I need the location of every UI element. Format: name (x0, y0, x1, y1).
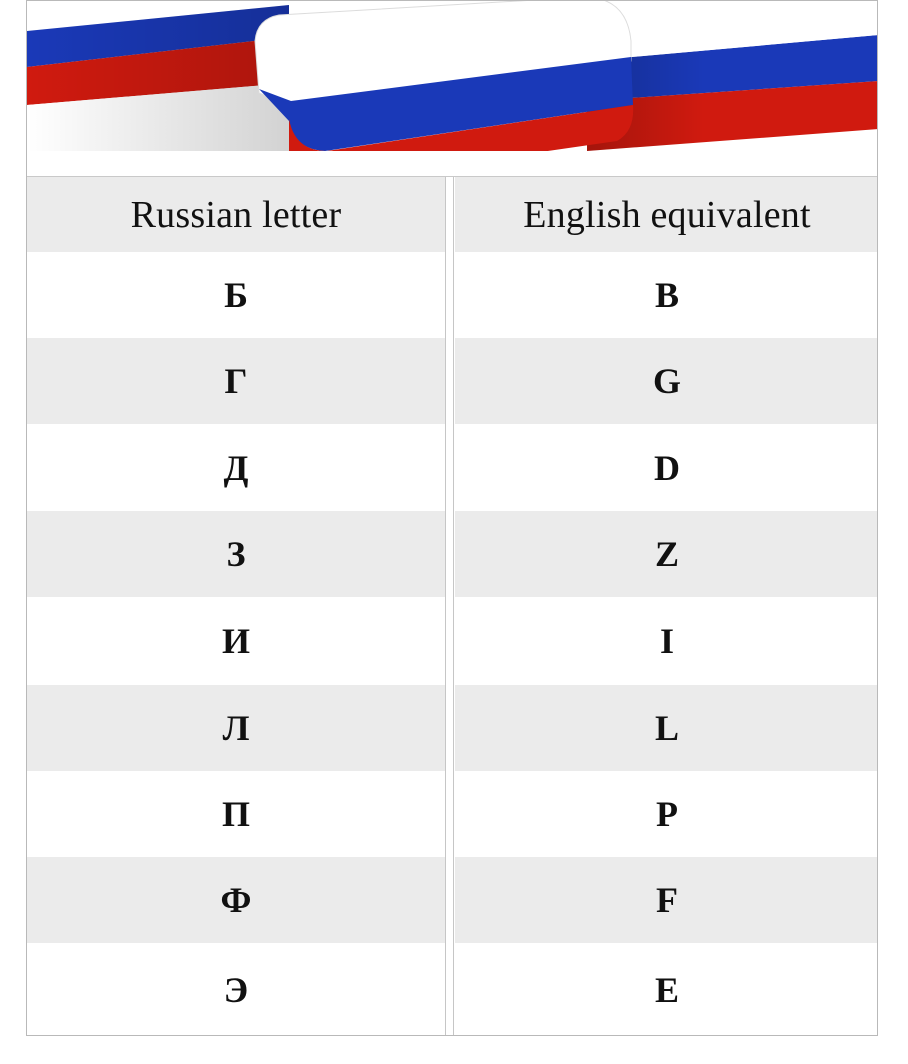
russian-letter-cell: Э (223, 970, 249, 1010)
english-letter-cell: P (656, 794, 678, 834)
russian-letter-cell: П (221, 794, 250, 834)
header-english-equivalent: English equivalent (455, 177, 878, 252)
russian-letter-cell: И (221, 621, 250, 661)
russian-letter-cell: Л (27, 685, 445, 771)
english-letter-cell: D (654, 447, 680, 488)
english-letter-cell: E (654, 970, 679, 1010)
russian-letter-cell: З (27, 511, 445, 597)
english-letter-cell: L (455, 685, 878, 771)
column-divider (445, 177, 446, 1035)
russian-letter-cell: Б (224, 275, 248, 315)
english-letter-cell: B (654, 275, 679, 315)
russian-letter-column (27, 177, 445, 1035)
english-equivalent-column (455, 177, 878, 1035)
letter-table-card (26, 0, 878, 1036)
russian-letter-cell: Г (27, 338, 445, 424)
english-letter-cell: Z (455, 511, 878, 597)
russian-letter-cell: Д (223, 447, 249, 488)
english-letter-cell: F (455, 857, 878, 943)
flag-banner (27, 1, 878, 177)
column-divider (453, 177, 454, 1035)
header-russian-letter: Russian letter (27, 177, 445, 252)
english-letter-cell: G (455, 338, 878, 424)
russian-flag-ribbon-icon (27, 1, 878, 177)
russian-letter-cell: Ф (27, 857, 445, 943)
english-letter-cell: I (659, 621, 674, 661)
